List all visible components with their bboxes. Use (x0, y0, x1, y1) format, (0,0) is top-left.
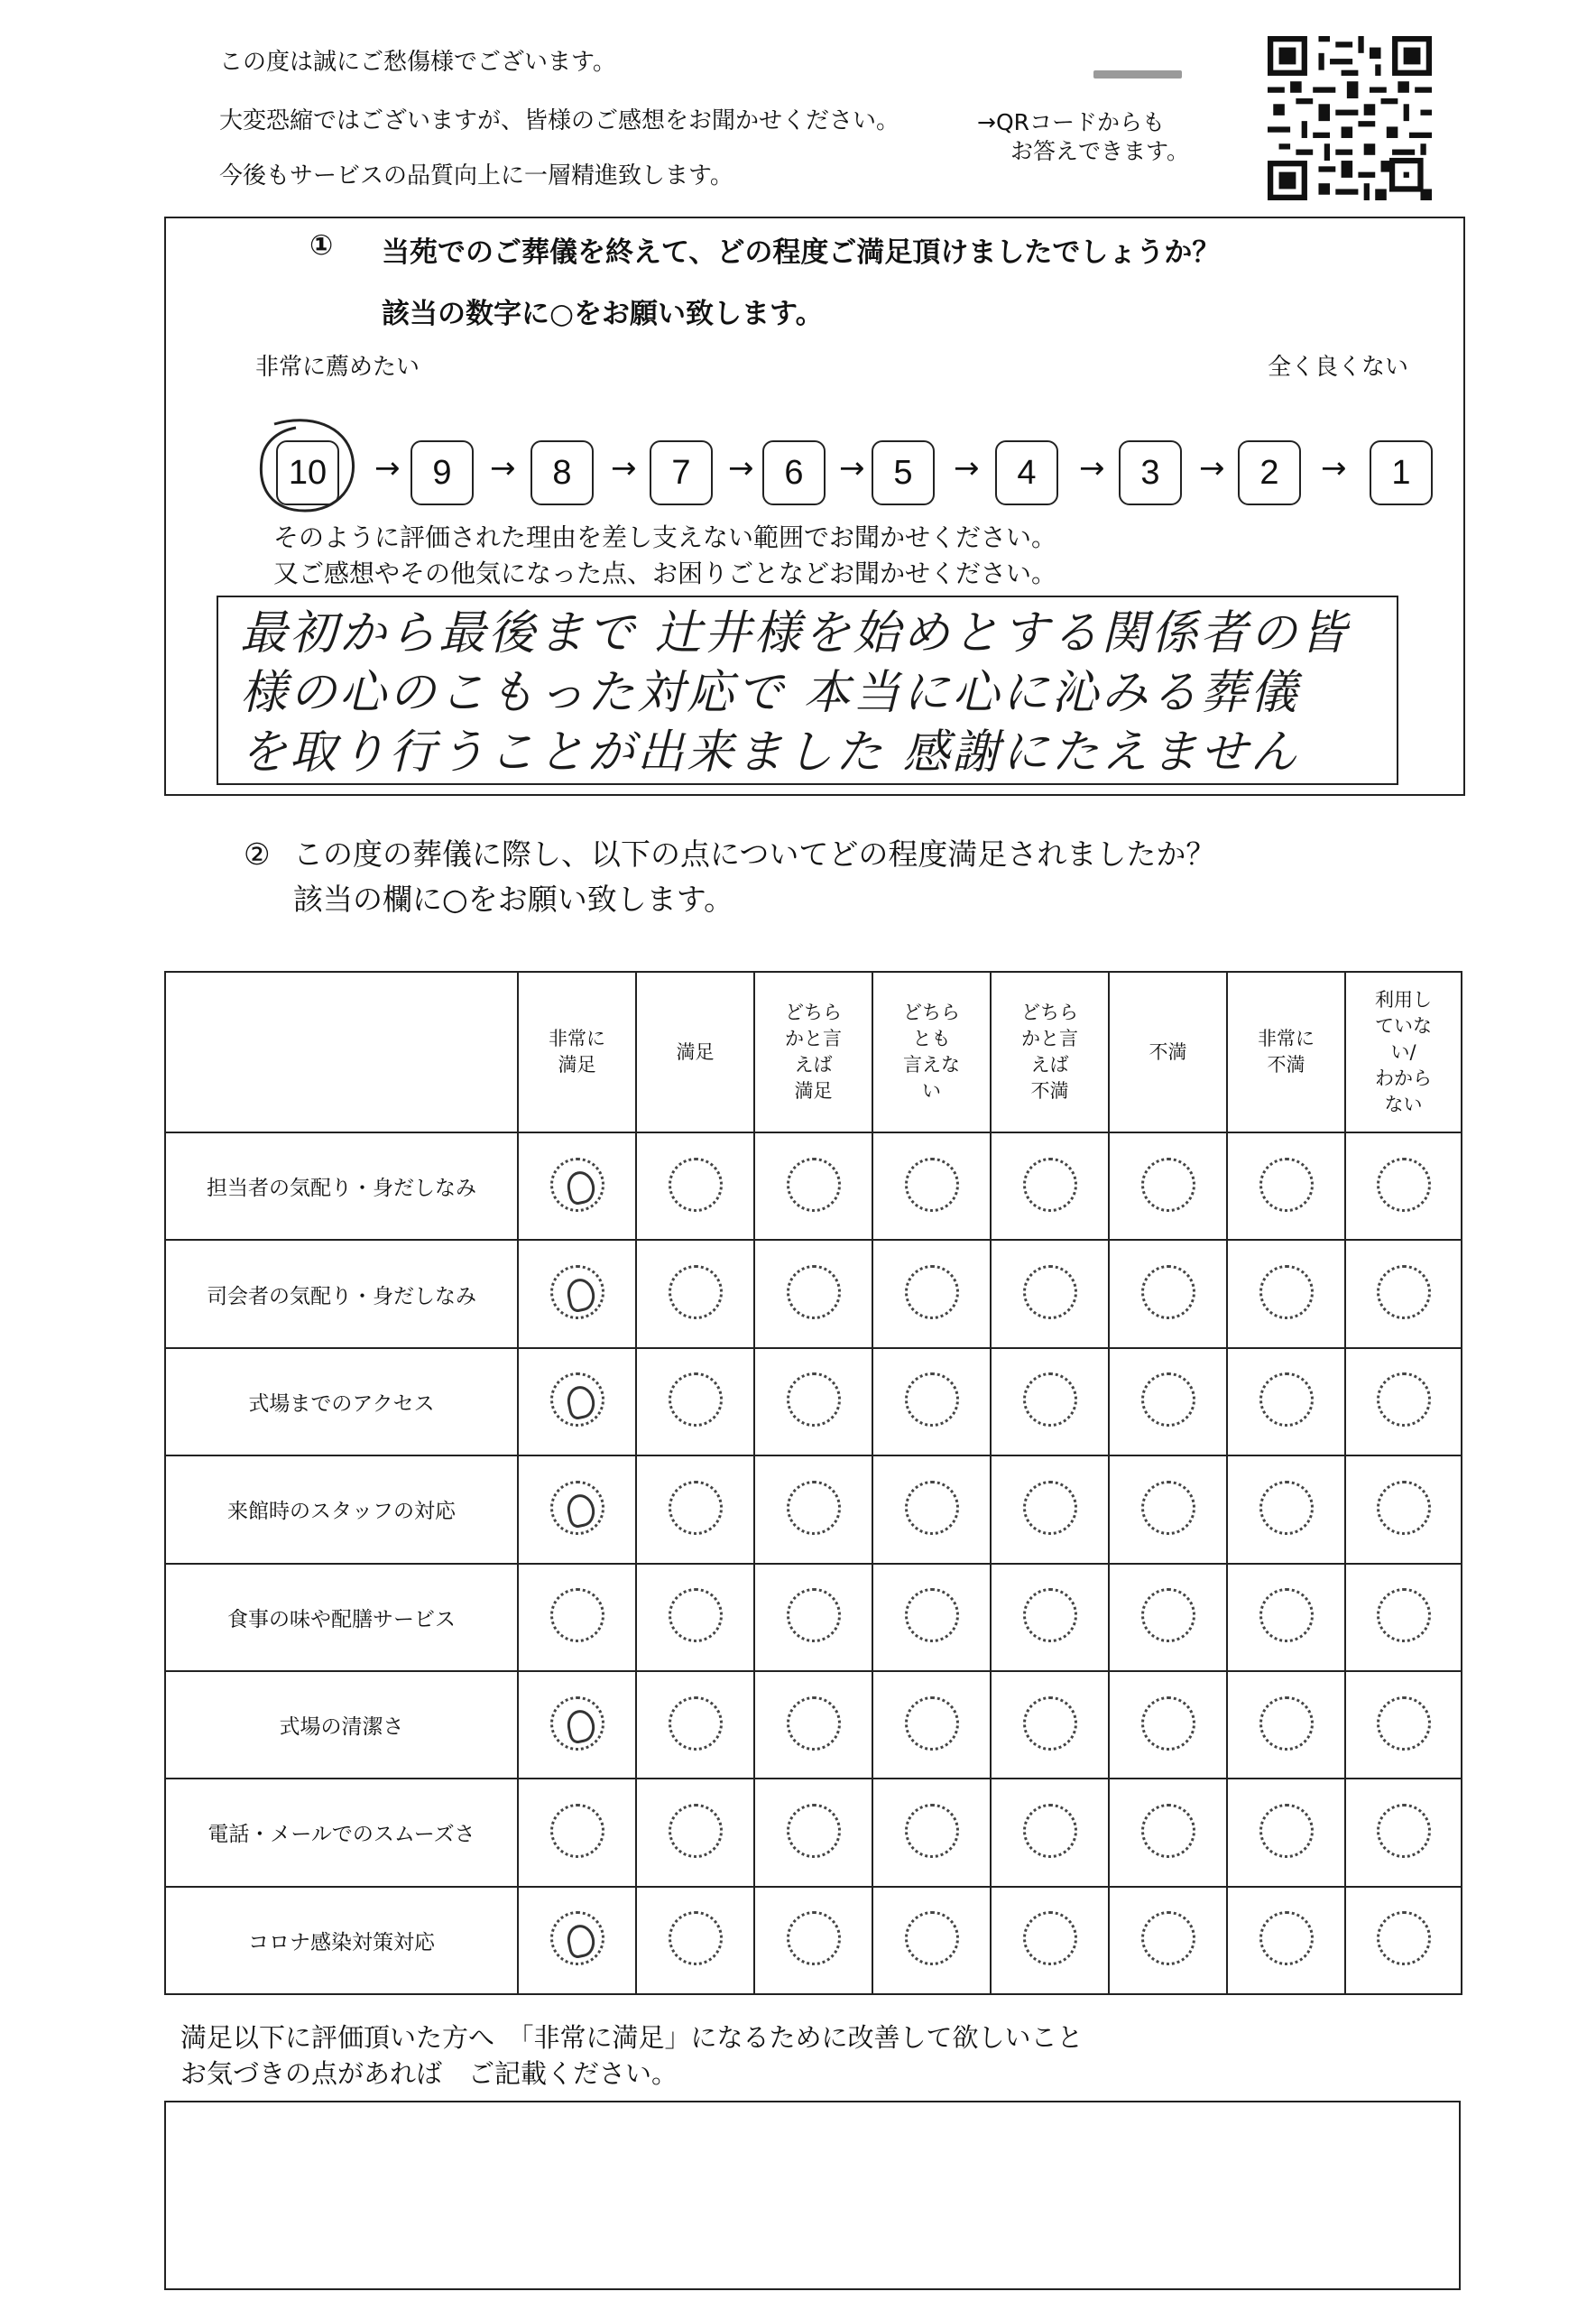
rating-cell (991, 1348, 1109, 1455)
q1-title: 当苑でのご葬儀を終えて、どの程度ご満足頂けましたでしょうか？ (382, 236, 1221, 269)
rating-circle[interactable] (669, 1265, 723, 1319)
rating-circle[interactable] (905, 1372, 959, 1427)
rating-cell (872, 1348, 991, 1455)
q1-comment-field[interactable] (217, 596, 1398, 785)
qr-note-2: お答えできます。 (1010, 138, 1190, 164)
rating-cell (991, 1887, 1109, 1994)
rating-cell (872, 1887, 991, 1994)
q1-instruction: 該当の数字に○をお願い致します。 (382, 298, 824, 330)
rating-circle[interactable] (669, 1696, 723, 1751)
rating-circle[interactable] (1023, 1696, 1077, 1751)
rating-cell (636, 1132, 754, 1240)
rating-cell (991, 1240, 1109, 1347)
rating-circle[interactable] (787, 1588, 841, 1642)
rating-cell (754, 1564, 872, 1671)
rating-cell (1345, 1240, 1462, 1347)
rating-circle[interactable] (1023, 1804, 1077, 1858)
intro-line-1: この度は誠にご愁傷様でございます。 (219, 49, 616, 76)
rating-circle-checked[interactable] (550, 1696, 604, 1751)
column-header-text: い/ (1390, 1040, 1416, 1063)
column-header-text: 不満 (1267, 1054, 1305, 1076)
rating-circle[interactable] (905, 1158, 959, 1212)
rating-circle[interactable] (905, 1804, 959, 1858)
rating-cell (1345, 1455, 1462, 1563)
rating-cell (1345, 1132, 1462, 1240)
rating-cell (1345, 1348, 1462, 1455)
column-header-text: い (922, 1080, 941, 1102)
column-header-text: 不満 (1030, 1080, 1069, 1102)
rating-circle[interactable] (1023, 1911, 1077, 1965)
handwritten-line-3: を取り行うことが出来ました 感謝にたえません (240, 725, 1300, 780)
rating-circle[interactable] (669, 1588, 723, 1642)
rating-cell (518, 1779, 636, 1886)
rating-cell (1109, 1132, 1227, 1240)
rating-cell (518, 1348, 636, 1455)
rating-cell (991, 1779, 1109, 1886)
scale-label-high: 非常に薦めたい (255, 354, 420, 381)
column-header-text: 非常に (1258, 1028, 1315, 1049)
rating-circle[interactable] (787, 1265, 841, 1319)
rating-cell (1109, 1887, 1227, 1994)
rating-circle[interactable] (1141, 1372, 1195, 1427)
score-box-10[interactable]: 10 (276, 440, 339, 505)
rating-cell (1109, 1348, 1227, 1455)
rating-cell (991, 1671, 1109, 1779)
rating-circle[interactable] (787, 1481, 841, 1535)
rating-circle[interactable] (1259, 1265, 1314, 1319)
improvement-comment-field[interactable] (164, 2101, 1461, 2290)
rating-circle[interactable] (1377, 1372, 1431, 1427)
satisfaction-table (164, 971, 1462, 1995)
rating-circle[interactable] (787, 1372, 841, 1427)
rating-cell (636, 1671, 754, 1779)
scale-arrow: → (490, 450, 516, 486)
rating-cell (1227, 1671, 1345, 1779)
rating-cell (754, 1455, 872, 1563)
rating-circle[interactable] (550, 1804, 604, 1858)
reason-prompt-2: 又ご感想やその他気になった点、お困りごとなどお聞かせください。 (273, 559, 1057, 588)
column-header (872, 972, 991, 1132)
row-label: 司会者の気配り・身だしなみ (165, 1240, 518, 1347)
rating-circle[interactable] (669, 1911, 723, 1965)
column-header-text: とも (912, 1028, 951, 1049)
scale-arrow: → (611, 450, 637, 486)
rating-circle[interactable] (1141, 1696, 1195, 1751)
rating-cell (872, 1132, 991, 1240)
scale-arrow: → (374, 450, 401, 486)
rating-cell (872, 1779, 991, 1886)
rating-circle[interactable] (1259, 1481, 1314, 1535)
rating-cell (1227, 1564, 1345, 1671)
rating-circle[interactable] (1377, 1265, 1431, 1319)
rating-circle[interactable] (1259, 1372, 1314, 1427)
scale-arrow: → (728, 450, 754, 486)
rating-circle[interactable] (1023, 1372, 1077, 1427)
rating-circle[interactable] (1023, 1588, 1077, 1642)
column-header-text: わから (1375, 1067, 1432, 1089)
rating-cell (1227, 1455, 1345, 1563)
rating-circle[interactable] (1259, 1588, 1314, 1642)
rating-circle[interactable] (787, 1911, 841, 1965)
rating-circle[interactable] (1259, 1804, 1314, 1858)
column-header-text: えば (1030, 1054, 1069, 1076)
rating-cell (1109, 1240, 1227, 1347)
rating-circle[interactable] (1377, 1158, 1431, 1212)
rating-circle[interactable] (1259, 1696, 1314, 1751)
scale-arrow: → (1321, 450, 1347, 486)
rating-cell (636, 1240, 754, 1347)
rating-circle[interactable] (905, 1481, 959, 1535)
rating-cell (1345, 1671, 1462, 1779)
scale-arrow: → (1199, 450, 1225, 486)
rating-circle-checked[interactable] (550, 1158, 604, 1212)
rating-cell (1227, 1348, 1345, 1455)
q2-number: ② (244, 836, 271, 872)
scale-arrow: → (1079, 450, 1105, 486)
scale-arrow: → (839, 450, 865, 486)
rating-circle-checked[interactable] (550, 1481, 604, 1535)
header-blank-cell (165, 972, 518, 1132)
row-label: 電話・メールでのスムーズさ (165, 1779, 518, 1886)
column-header-text: 不満 (1149, 1040, 1187, 1063)
rating-circle[interactable] (1141, 1158, 1195, 1212)
handwritten-line-1: 最初から最後まで 辻井様を始めとする関係者の皆 (240, 606, 1350, 661)
column-header-text: えば (794, 1054, 833, 1076)
rating-cell (636, 1887, 754, 1994)
scale-arrow: → (954, 450, 980, 486)
rating-cell (1227, 1887, 1345, 1994)
qr-note-1: →QRコードからも (977, 109, 1165, 135)
rating-circle[interactable] (905, 1265, 959, 1319)
rating-circle-checked[interactable] (550, 1265, 604, 1319)
improvement-prompt-1: 満足以下に評価頂いた方へ 「非常に満足」になるために改善して欲しいこと (180, 2022, 1084, 2053)
column-header-text: 非常に (549, 1028, 605, 1049)
rating-cell (754, 1671, 872, 1779)
rating-cell (636, 1348, 754, 1455)
rating-circle[interactable] (1377, 1804, 1431, 1858)
q2-title: この度の葬儀に際し、以下の点についてどの程度満足されましたか？ (293, 836, 1216, 872)
scale-label-low: 全く良くない (1268, 354, 1409, 381)
rating-cell (754, 1887, 872, 1994)
column-header (518, 972, 636, 1132)
rating-circle[interactable] (1141, 1911, 1195, 1965)
rating-circle[interactable] (1141, 1804, 1195, 1858)
rating-cell (754, 1348, 872, 1455)
column-header-text: 利用し (1375, 988, 1432, 1011)
row-label: 食事の味や配膳サービス (165, 1564, 518, 1671)
rating-circle[interactable] (787, 1696, 841, 1751)
rating-circle[interactable] (1377, 1696, 1431, 1751)
rating-circle[interactable] (1377, 1481, 1431, 1535)
rating-circle[interactable] (1141, 1265, 1195, 1319)
qr-code-icon[interactable] (1268, 36, 1432, 200)
intro-line-2: 大変恐縮ではございますが、皆様のご感想をお聞かせください。 (219, 107, 900, 134)
rating-circle[interactable] (1377, 1588, 1431, 1642)
rating-circle[interactable] (905, 1588, 959, 1642)
column-header-text: どちら (785, 1002, 842, 1023)
rating-cell (518, 1455, 636, 1563)
rating-circle[interactable] (1141, 1588, 1195, 1642)
score-box-6[interactable]: 6 (762, 440, 826, 505)
rating-circle[interactable] (787, 1804, 841, 1858)
q2-instruction: 該当の欄に○をお願い致します。 (293, 882, 734, 917)
rating-circle[interactable] (669, 1481, 723, 1535)
score-box-9[interactable]: 9 (411, 440, 474, 505)
rating-circle[interactable] (1141, 1481, 1195, 1535)
rating-circle[interactable] (669, 1158, 723, 1212)
column-header-text: ていな (1375, 1014, 1432, 1037)
rating-cell (754, 1779, 872, 1886)
column-header-text: 満足 (794, 1080, 833, 1102)
rating-cell (636, 1779, 754, 1886)
reason-prompt-1: そのように評価された理由を差し支えない範囲でお聞かせください。 (273, 522, 1057, 552)
rating-circle[interactable] (1023, 1481, 1077, 1535)
score-box-5[interactable]: 5 (872, 440, 935, 505)
column-header (636, 972, 754, 1132)
rating-cell (518, 1671, 636, 1779)
score-box-7[interactable]: 7 (650, 440, 713, 505)
rating-cell (991, 1564, 1109, 1671)
rating-cell (1109, 1779, 1227, 1886)
table-row (165, 1887, 1462, 1994)
handwritten-line-2: 様の心のこもった対応で 本当に心に沁みる葬儀 (240, 666, 1300, 720)
rating-circle[interactable] (1377, 1911, 1431, 1965)
q1-number: ① (309, 229, 334, 262)
rating-cell (872, 1455, 991, 1563)
score-box-1[interactable]: 1 (1370, 440, 1433, 505)
rating-cell (1109, 1671, 1227, 1779)
rating-cell (1109, 1564, 1227, 1671)
rating-cell (1109, 1455, 1227, 1563)
column-header (1345, 972, 1462, 1132)
rating-circle[interactable] (669, 1372, 723, 1427)
column-header-text: かと言 (785, 1028, 842, 1049)
rating-cell (872, 1564, 991, 1671)
rating-circle-checked[interactable] (550, 1372, 604, 1427)
row-label: 担当者の気配り・身だしなみ (165, 1132, 518, 1240)
rating-circle[interactable] (905, 1696, 959, 1751)
rating-cell (518, 1240, 636, 1347)
rating-circle[interactable] (1023, 1265, 1077, 1319)
rating-cell (754, 1240, 872, 1347)
score-selected-circle (256, 417, 361, 516)
column-header-text: どちら (903, 1002, 960, 1023)
table-row (165, 1132, 1462, 1240)
rating-circle[interactable] (1023, 1158, 1077, 1212)
rating-circle[interactable] (1259, 1158, 1314, 1212)
table-row (165, 1348, 1462, 1455)
rating-cell (1345, 1887, 1462, 1994)
column-header-text: ない (1384, 1093, 1423, 1115)
table-row (165, 1455, 1462, 1563)
rating-circle[interactable] (1259, 1911, 1314, 1965)
row-label: 来館時のスタッフの対応 (165, 1455, 518, 1563)
table-row (165, 1564, 1462, 1671)
rating-cell (1345, 1779, 1462, 1886)
improvement-prompt-2: お気づきの点があれば ご記載ください。 (180, 2058, 678, 2089)
table-row (165, 1779, 1462, 1886)
rating-cell (872, 1240, 991, 1347)
rating-circle[interactable] (669, 1804, 723, 1858)
rating-cell (872, 1671, 991, 1779)
column-header-text: かと言 (1021, 1028, 1078, 1049)
rating-cell (1227, 1132, 1345, 1240)
stamp-mark (1093, 70, 1182, 79)
row-label: 式場の清潔さ (165, 1671, 518, 1779)
column-header (1227, 972, 1345, 1132)
rating-circle[interactable] (550, 1588, 604, 1642)
table-row (165, 1240, 1462, 1347)
rating-cell (636, 1455, 754, 1563)
rating-cell (1345, 1564, 1462, 1671)
rating-cell (518, 1887, 636, 1994)
column-header (1109, 972, 1227, 1132)
score-box-3[interactable]: 3 (1119, 440, 1182, 505)
rating-circle[interactable] (905, 1911, 959, 1965)
row-label: コロナ感染対策対応 (165, 1887, 518, 1994)
column-header (754, 972, 872, 1132)
rating-circle-checked[interactable] (550, 1911, 604, 1965)
rating-cell (518, 1132, 636, 1240)
score-box-2[interactable]: 2 (1238, 440, 1301, 505)
column-header-text: 言えな (903, 1054, 960, 1076)
row-label: 式場までのアクセス (165, 1348, 518, 1455)
table-row (165, 1671, 1462, 1779)
rating-cell (1227, 1779, 1345, 1886)
intro-line-3: 今後もサービスの品質向上に一層精進致します。 (219, 162, 733, 189)
rating-cell (1227, 1240, 1345, 1347)
rating-cell (518, 1564, 636, 1671)
column-header-text: どちら (1021, 1002, 1078, 1023)
rating-cell (754, 1132, 872, 1240)
rating-cell (636, 1564, 754, 1671)
score-box-8[interactable]: 8 (530, 440, 594, 505)
column-header-text: 満足 (558, 1054, 596, 1076)
score-box-4[interactable]: 4 (995, 440, 1058, 505)
column-header (991, 972, 1109, 1132)
rating-cell (991, 1455, 1109, 1563)
rating-circle[interactable] (787, 1158, 841, 1212)
column-header-text: 満足 (676, 1040, 715, 1063)
rating-cell (991, 1132, 1109, 1240)
